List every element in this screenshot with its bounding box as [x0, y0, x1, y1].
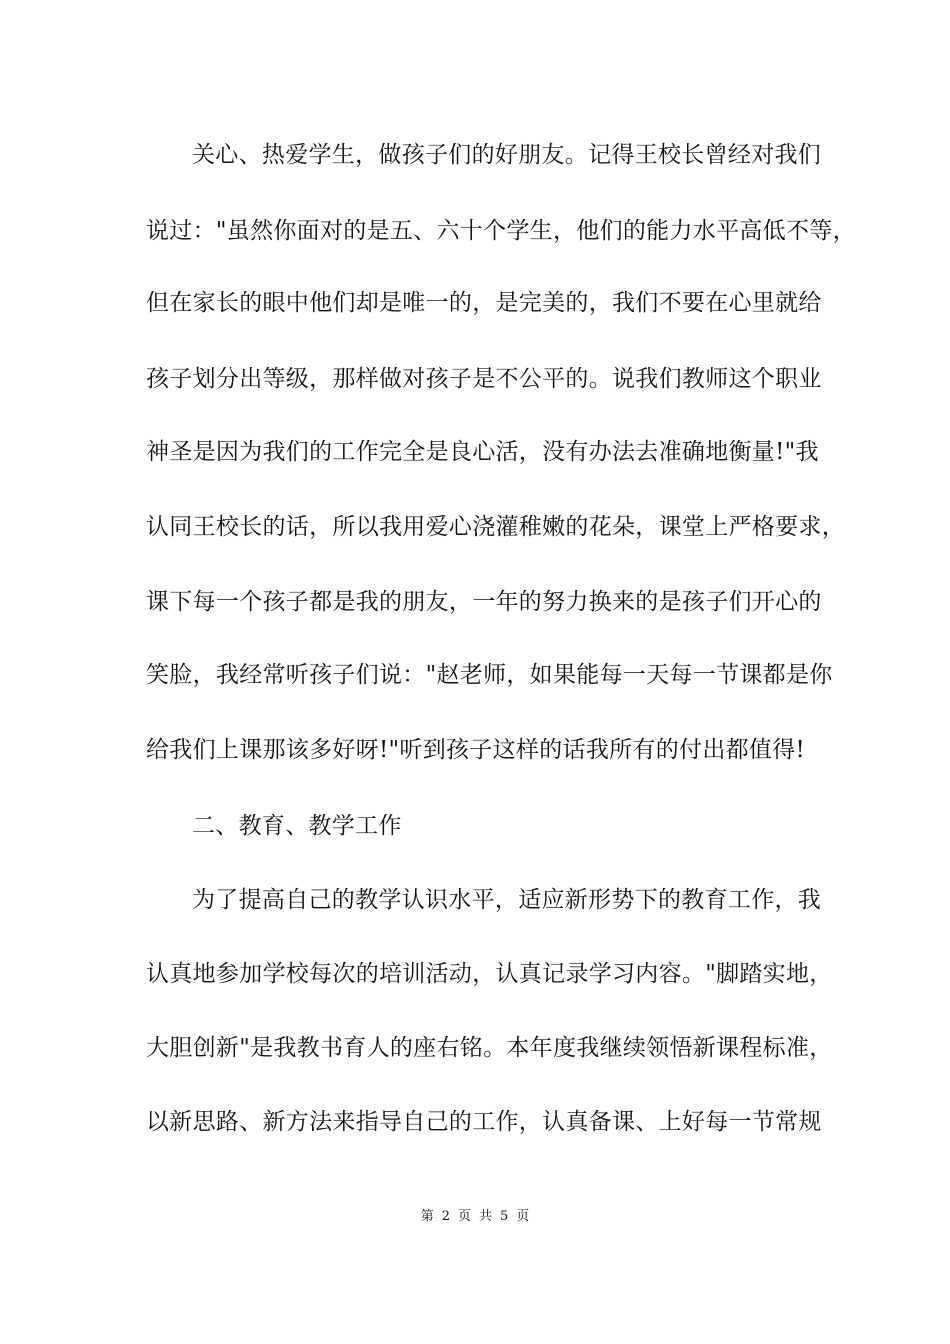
page-footer [0, 1208, 950, 1226]
footer-mid1: 页 [457, 1209, 471, 1224]
footer-current-page: 2 [441, 1209, 450, 1224]
paragraph-line: 以新思路、新方法来指导自己的工作，认真备课、上好每一节常规 [146, 1109, 822, 1135]
footer-suffix: 页 [516, 1209, 530, 1224]
paragraph-line: 孩子划分出等级，那样做对孩子是不公平的。说我们教师这个职业 [146, 366, 822, 392]
paragraph-line: 认同王校长的话，所以我用爱心浇灌稚嫩的花朵，课堂上严格要求， [146, 514, 845, 540]
paragraph-line: 为了提高自己的教学认识水平，适应新形势下的教育工作，我 [192, 887, 822, 913]
paragraph-line: 神圣是因为我们的工作完全是良心活，没有办法去准确地衡量!"我 [146, 439, 819, 465]
paragraph-line: 大胆创新"是我教书育人的座右铭。本年度我继续领悟新课程标准， [146, 1035, 833, 1061]
footer-prefix: 第 [420, 1209, 434, 1224]
paragraph-line: 关心、热爱学生，做孩子们的好朋友。记得王校长曾经对我们 [192, 142, 822, 168]
paragraph-line: 给我们上课那该多好呀!"听到孩子这样的话我所有的付出都值得! [146, 737, 806, 763]
footer-mid2: 共 [479, 1209, 493, 1224]
paragraph-line: 课下每一个孩子都是我的朋友，一年的努力换来的是孩子们开心的 [146, 589, 822, 615]
paragraph-line: 说过："虽然你面对的是五、六十个学生，他们的能力水平高低不等， [146, 218, 856, 244]
paragraph-line: 笑脸，我经常听孩子们说："赵老师，如果能每一天每一节课都是你 [146, 662, 833, 688]
paragraph-line: 但在家长的眼中他们却是唯一的，是完美的，我们不要在心里就给 [146, 290, 822, 316]
section-heading: 二、教育、教学工作 [192, 813, 402, 839]
paragraph-line: 认真地参加学校每次的培训活动，认真记录学习内容。"脚踏实地， [146, 961, 833, 987]
footer-total-pages: 5 [500, 1209, 509, 1224]
